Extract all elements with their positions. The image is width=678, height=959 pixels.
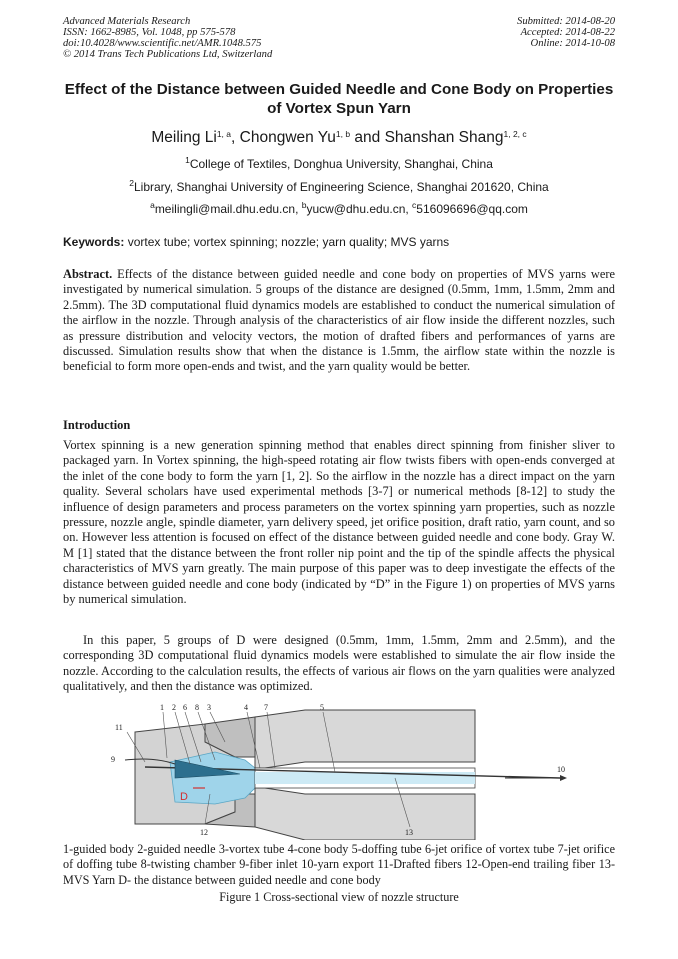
introduction-paragraph-2: In this paper, 5 groups of D were designed (0.5mm, 1mm, 1.5mm, 2mm and 2.5mm), and the corresponding 3D computational fluid dynamics models were established to simulate the air flow inside the nozzle. According to the calculation results, the effects of various air flows on the yarn qualities were analyzed qualitatively, and then the distance was optimized.	[63, 633, 615, 694]
keywords-label: Keywords:	[63, 235, 125, 249]
abstract-paragraph	[63, 267, 615, 375]
submission-dates	[517, 16, 615, 49]
part-label-4: 4	[244, 703, 248, 712]
part-label-5: 5	[320, 703, 324, 712]
author-2: Chongwen Yu	[239, 129, 336, 146]
figure-legend: 1-guided body 2-guided needle 3-vortex tube 4-cone body 5-doffing tube 6-jet orifice of vortex tube 7-jet orifice of doffing tube 8-twisting chamber 9-fiber inlet 10-yarn export 11-Drafted fibers 12-Open-end trailing fiber 13-MVS Yarn D- the distance between guided needle and cone body	[63, 842, 615, 887]
author-2-sup: 1, b	[335, 129, 351, 139]
journal-copyright: © 2014 Trans Tech Publications Ltd, Switzerland	[63, 49, 273, 60]
journal-issn: ISSN: 1662-8985, Vol. 1048, pp 575-578	[63, 27, 236, 38]
submitted-date: Submitted: 2014-08-20	[517, 16, 615, 27]
part-label-10: 10	[557, 765, 565, 774]
email-c: 516096696@qq.com	[416, 202, 528, 216]
email-b-sup: b	[301, 200, 307, 210]
nozzle-cross-section-figure	[105, 702, 575, 840]
yarn-export-arrowhead	[560, 775, 567, 781]
email-c-sup: c	[412, 200, 417, 210]
part-label-7: 7	[264, 703, 268, 712]
affiliation-2-text: Library, Shanghai University of Engineering Science, Shanghai 201620, China	[134, 180, 549, 194]
author-sep-2: and	[350, 129, 385, 146]
email-a: meilingli@mail.dhu.edu.cn,	[154, 202, 302, 216]
part-label-6: 6	[183, 703, 187, 712]
author-sep-1: ,	[231, 129, 240, 146]
cone-body-shape	[255, 710, 475, 768]
affiliation-1-text: College of Textiles, Donghua University, Shanghai, China	[189, 157, 493, 171]
journal-name: Advanced Materials Research	[63, 16, 191, 27]
author-1: Meiling Li	[151, 129, 217, 146]
doffing-tube-lower	[255, 788, 475, 840]
introduction-paragraph-1: Vortex spinning is a new generation spinning method that enables direct spinning from finisher sliver to packaged yarn. In Vortex spinning, the high-speed rotating air flow twists fibers with open-ends converged at the inlet of the cone body to form the yarn [1, 2]. So the airflow in the nozzle has a direct impact on the yarn quality. Several scholars have used experimental methods [3-7] or numerical methods [8-12] to study the influence of design parameters and process parameters on the vortex spinning yarn properties, such as nozzle pressure, nozzle angle, spindle diameter, yarn delivery speed, jet orifice position, draft ratio, yarn count, and so on. However less attention is focused on effect of the distance between guided needle and cone body. Gray W. M [1] stated that the distance between the front roller nip point and the tip of the spindle affects the physical characteristics of MVS yarn greatly. The main purpose of this paper was to deep investigate the effects of the distance between guided needle and cone body (indicated by “D” in the Figure 1) on properties of MVS yarns by numerical simulation.	[63, 438, 615, 607]
abstract-text: Effects of the distance between guided needle and cone body on properties of MVS yarns were investigated by numerical simulation. 5 groups of the distance are designed (0.5mm, 1mm, 1.5mm, 2mm and 2.5mm). The 3D computational fluid dynamics models are established to conduct the numerical simulation of the airflow in the nozzle. Through analysis of the characteristics of air flow inside the different nozzles, such as pressure distribution and velocity vectors, the motion of drafted fibers and performances of yarns are discussed. Simulation results show that when the distance is 1.5mm, the airflow state within the nozzle is beneficial to form more open-ends and twist, and the yarn quality would be better.	[63, 267, 615, 374]
part-label-8: 8	[195, 703, 199, 712]
affiliation-2	[0, 180, 678, 194]
part-label-3: 3	[207, 703, 211, 712]
email-b: yucw@dhu.edu.cn,	[306, 202, 413, 216]
affiliation-1-sup: 1	[185, 155, 190, 165]
affiliation-1	[0, 157, 678, 171]
abstract-label: Abstract.	[63, 267, 113, 281]
part-label-13: 13	[405, 828, 413, 837]
author-3-sup: 1, 2, c	[503, 129, 527, 139]
part-label-1: 1	[160, 703, 164, 712]
author-emails	[0, 202, 678, 216]
author-3: Shanshan Shang	[384, 129, 504, 146]
journal-doi: doi:10.4028/www.scientific.net/AMR.1048.575	[63, 38, 262, 49]
part-label-2: 2	[172, 703, 176, 712]
paper-title: Effect of the Distance between Guided Needle and Cone Body on Properties of Vortex Spun Yarn	[64, 81, 614, 117]
journal-info	[63, 16, 272, 60]
yarn-channel-fluid	[255, 772, 475, 784]
distance-d-label: D	[180, 791, 188, 803]
author-list	[0, 129, 678, 147]
part-label-12: 12	[200, 828, 208, 837]
introduction-heading: Introduction	[63, 418, 131, 432]
figure-caption: Figure 1 Cross-sectional view of nozzle structure	[219, 890, 459, 904]
affiliation-2-sup: 2	[129, 178, 134, 188]
author-1-sup: 1, a	[216, 129, 232, 139]
keywords-line	[63, 235, 449, 249]
part-label-9: 9	[111, 755, 115, 764]
online-date: Online: 2014-10-08	[530, 38, 615, 49]
accepted-date: Accepted: 2014-08-22	[520, 27, 615, 38]
email-a-sup: a	[150, 200, 155, 210]
keywords-text: vortex tube; vortex spinning; nozzle; yarn quality; MVS yarns	[124, 235, 450, 249]
part-label-11: 11	[115, 723, 123, 732]
